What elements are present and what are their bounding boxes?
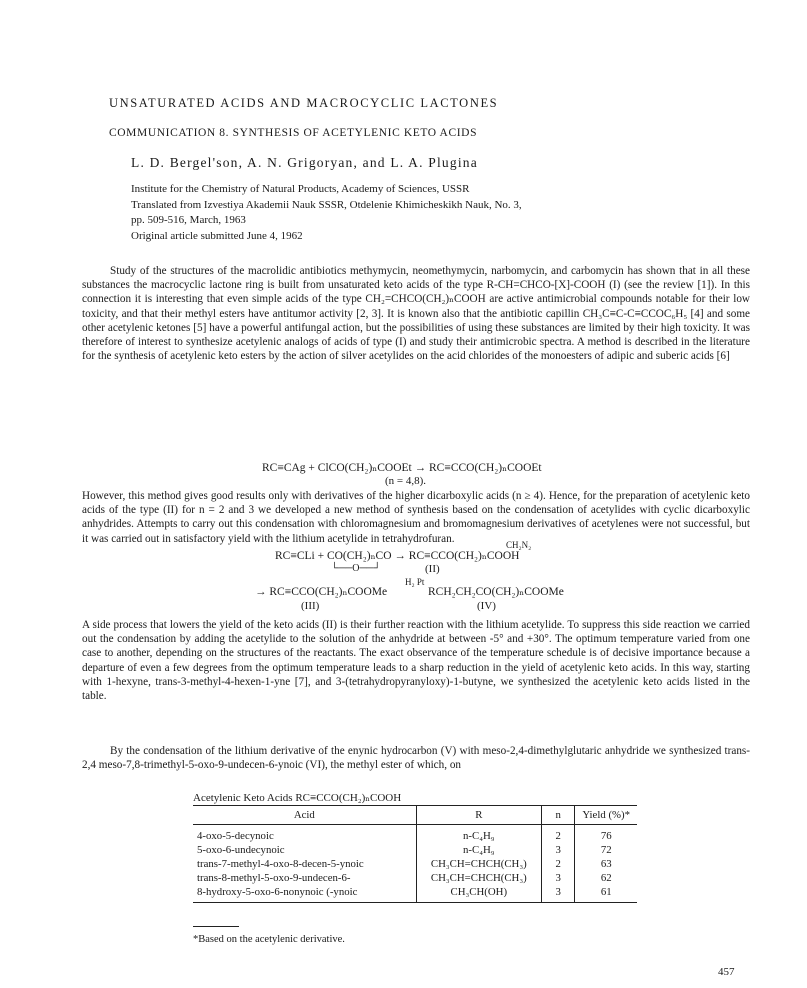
equation-2a: RC≡CLi + CO(CH₂)ₙCO → RC≡CCO(CH₂)ₙCOOH [275, 550, 520, 562]
table-row [193, 843, 637, 857]
body-paragraph-1-block [82, 264, 750, 363]
body-paragraph-2-block [82, 489, 750, 546]
cell-yield: 76 [575, 825, 637, 844]
equation-2b-product: RCH₂CH₂CO(CH₂)ₙCOOMe [428, 586, 564, 598]
body-paragraph-3: A side process that lowers the yield of the keto acids (II) is their further reaction with the lithium acetylide. To suppress this side reaction we carried out the condensation by adding the acetylide to the solution of the anhydride at between -5° and +30°. The optimum temperature varied from one case to another, depending on the structures of the reactants. The exact observance of the temperature schedule is of decisive importance because a departure of even a few degrees from the optimum temperature leads to a sharp reduction in the yield of acetylenic keto acids. In this way, starting with 1-hexyne, trans-3-methyl-4-hexen-1-yne [7], and 3-(tetrahydropyranyloxy)-1-butyne, we synthesized the acetylenic keto acids listed in the table. [82, 619, 750, 703]
equation-2a-label: (II) [425, 563, 440, 575]
table-title: Acetylenic Keto Acids RC≡CCO(CH₂)ₙCOOH [193, 792, 402, 804]
equation-2a-anhydride-ring: └──O──┘ [331, 563, 381, 574]
cell-n: 2 [541, 857, 574, 871]
table-header-row [193, 806, 637, 825]
equation-2b-reagent: H₂ Pt [405, 577, 425, 587]
table-footnote: *Based on the acetylenic derivative. [193, 934, 345, 945]
affiliation-line: Institute for the Chemistry of Natural Products, Academy of Sciences, USSR [131, 183, 470, 195]
author-list: L. D. Bergel'son, A. N. Grigoryan, and L. A. Plugina [131, 155, 478, 170]
equation-2b-label-iv: (IV) [477, 600, 496, 612]
cell-acid: 5-oxo-6-undecynoic [197, 844, 285, 856]
keto-acids-table [193, 805, 637, 903]
cell-yield: 62 [575, 871, 637, 885]
cell-acid: 8-hydroxy-5-oxo-6-nonynoic (-ynoic [193, 885, 416, 903]
article-subtitle: COMMUNICATION 8. SYNTHESIS OF ACETYLENIC KETO ACIDS [109, 127, 478, 139]
cell-acid: trans-8-methyl-5-oxo-9-undecen-6- [197, 872, 351, 884]
page-number: 457 [718, 966, 735, 978]
footnote-divider [193, 926, 239, 927]
body-paragraph-4: By the condensation of the lithium derivative of the enynic hydrocarbon (V) with meso-2,4-dimethylglutaric anhydride we synthesized trans-2,4 meso-7,8-trimethyl-5-oxo-9-undecen-6-ynoic (VI), the methyl ester of which, on [82, 745, 750, 772]
body-paragraph-2: However, this method gives good results only with derivatives of the higher dicarboxylic acids (n ≥ 4). Hence, for the preparation of acetylenic keto acids of the type (II) for n = 2 and 3 we developed a new method of synthesis based on the condensation of acetylides with cyclic dicarboxylic anhydrides. Attempts to carry out this condensation with chloromagnesium and bromomagnesium derivatives of acetylenes were not successful, but it was carried out in satisfactory yield with the lithium acetylide in tetrahydrofuran. [82, 490, 750, 545]
cell-yield: 61 [575, 885, 637, 903]
body-paragraph-3-block [82, 618, 750, 703]
submission-line: Original article submitted June 4, 1962 [131, 229, 303, 242]
column-header-n: n [541, 806, 574, 825]
cell-yield: 72 [575, 843, 637, 857]
table-row [193, 885, 637, 903]
cell-r: CH₃CH=CHCH(CH₃) [416, 871, 541, 885]
table-row [193, 825, 637, 844]
equation-2a-reagent: CH₂N₂ [506, 540, 532, 550]
cell-r: n-C₄H₉ [416, 825, 541, 844]
table-row [193, 871, 637, 885]
equation-2b: → RC≡CCO(CH₂)ₙCOOMe [255, 586, 388, 598]
body-paragraph-1: Study of the structures of the macrolidic antibiotics methymycin, neomethymycin, narbomycin, and carbomycin has shown that in all these substances the macrocyclic lactone ring is built from unsaturated keto acids of the type R-CH=CHCO-[X]-COOH (I) (see the review [1]). In this connection it is interesting that even simple acids of the type CH₂=CHCO(CH₂)ₙCOOH are active antimicrobial compounds notable for their low toxicity, and that their methyl esters have antitumor activity [2, 3]. It is known also that the antibiotic capillin CH₃C≡C-C≡CCOC₆H₅ [4] and some other acetylenic ketones [5] have a powerful antifungal action, but the possibilities of using these substances are limited by their high toxicity. It was therefore of interest to synthesize acetylenic analogs of acids of type (I) and study their antimicrobic spectra. A method is described in the literature for the synthesis of acetylenic keto esters by the action of silver acetylides on the acid chlorides of the monoesters of adipic and suberic acids [6] [82, 265, 750, 363]
cell-n: 2 [541, 825, 574, 844]
cell-n: 3 [541, 885, 574, 903]
publication-info [131, 182, 691, 244]
cell-acid: 4-oxo-5-decynoic [197, 830, 274, 842]
body-paragraph-4-block [82, 744, 750, 772]
pages-line: pp. 509-516, March, 1963 [131, 214, 246, 226]
cell-r: CH₃CH(OH) [416, 885, 541, 903]
column-header-yield: Yield (%)* [575, 806, 637, 825]
cell-yield: 63 [575, 857, 637, 871]
equation-1: RC≡CAg + ClCO(CH₂)ₙCOOEt → RC≡CCO(CH₂)ₙCOOEt [262, 462, 542, 474]
cell-n: 3 [541, 843, 574, 857]
column-header-r: R [416, 806, 541, 825]
cell-r: CH₃CH=CHCH(CH₃) [416, 857, 541, 871]
table-row [193, 857, 637, 871]
article-title: UNSATURATED ACIDS AND MACROCYCLIC LACTONES [109, 96, 499, 110]
cell-acid: trans-7-methyl-4-oxo-8-decen-5-ynoic [197, 858, 364, 870]
translation-line: Translated from Izvestiya Akademii Nauk SSSR, Otdelenie Khimicheskikh Nauk, No. 3, [131, 198, 522, 211]
column-header-acid: Acid [193, 806, 416, 825]
equation-1-label: (n = 4,8). [385, 475, 427, 487]
equation-2b-label-iii: (III) [301, 600, 320, 612]
cell-n: 3 [541, 871, 574, 885]
cell-r: n-C₄H₉ [416, 843, 541, 857]
